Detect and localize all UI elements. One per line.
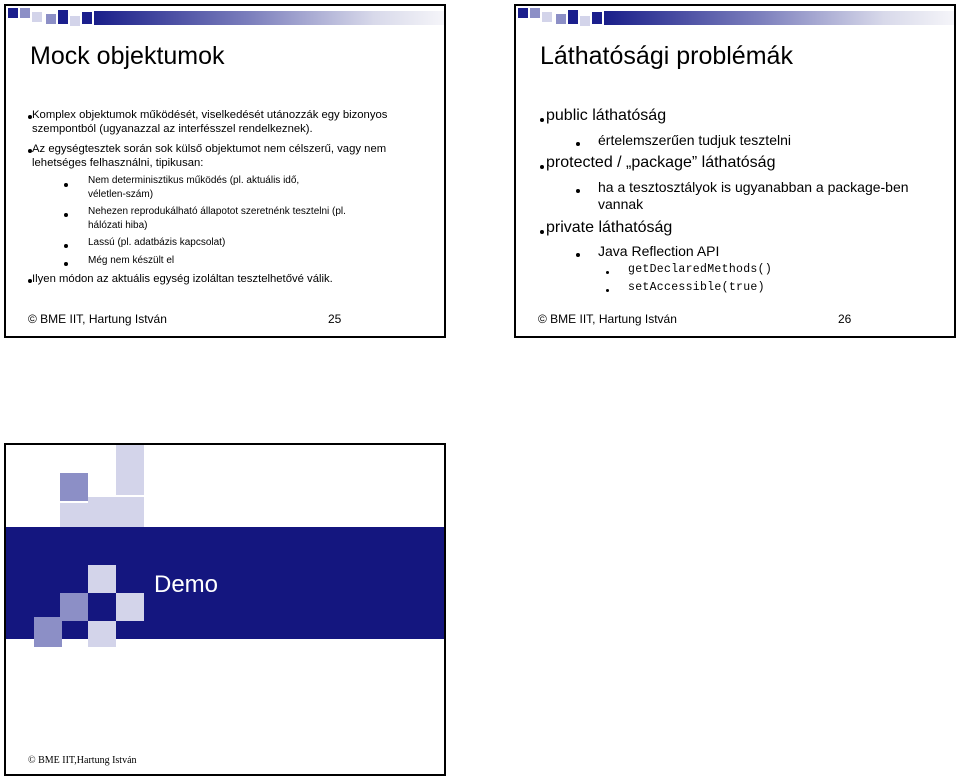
slide-title: Demo <box>154 571 219 598</box>
page-number: 26 <box>838 312 852 326</box>
deco-square <box>60 503 88 527</box>
bullet-dot <box>540 230 544 234</box>
sub-bullet-dot <box>576 189 580 193</box>
deco-square <box>116 445 144 495</box>
slide-lathatosagi-problemak <box>514 4 956 338</box>
sub-bullet-text: Lassú (pl. adatbázis kapcsolat) <box>88 237 226 248</box>
decorative-header-band <box>6 6 444 28</box>
sub-bullet-dot <box>576 142 580 146</box>
deco-square <box>88 497 116 527</box>
sub-bullet-dot <box>576 253 580 257</box>
deco-square <box>116 593 144 621</box>
bullet-text: Komplex objektumok működését, viselkedését utánozzák egy bizonyos szempontból (ugyanazzal az interfésszel rendelkeznek). <box>32 109 388 135</box>
slide-mock-objektumok <box>4 4 446 338</box>
sub-bullet-text: Nehezen reprodukálható állapotot szeretnénk tesztelni (pl. hálózati hiba) <box>88 206 346 231</box>
slide-title: Mock objektumok <box>30 42 225 70</box>
deco-square <box>530 8 540 18</box>
gradient-bar <box>94 11 444 25</box>
sub-bullet-text: Nem determinisztikus működés (pl. aktuális idő, véletlen-szám) <box>88 175 300 200</box>
bullet-dot <box>540 118 544 122</box>
slide-footer <box>28 312 422 328</box>
deco-square <box>60 593 88 621</box>
deco-square <box>82 12 92 24</box>
gradient-bar <box>604 11 954 25</box>
demo-title-band <box>6 527 444 639</box>
sub-bullet-dot <box>64 213 68 217</box>
deco-square <box>88 621 116 647</box>
decorative-header-band <box>516 6 954 28</box>
bullet-text: Ilyen módon az aktuális egység izoláltan tesztelhetővé válik. <box>32 273 333 285</box>
deco-square <box>580 16 590 26</box>
deco-square <box>46 14 56 24</box>
sub-bullet-dot <box>64 244 68 248</box>
slide-title: Láthatósági problémák <box>540 42 793 70</box>
deco-square <box>8 8 18 18</box>
sub-bullet-dot <box>64 262 68 266</box>
bullet-text: protected / „package” láthatóság <box>546 154 776 171</box>
bullet-text: Az egységtesztek során sok külső objektumot nem célszerű, vagy nem lehetséges felhasználni, tipikusan: <box>32 143 387 169</box>
deco-square <box>88 565 116 593</box>
code-item: getDeclaredMethods() <box>628 263 773 276</box>
sub-bullet-text: ha a tesztosztályok is ugyanabban a package-ben vannak <box>598 179 909 212</box>
footer-copyright: © BME IIT,Hartung István <box>28 755 137 766</box>
deco-square <box>70 16 80 26</box>
slide-demo <box>4 443 446 776</box>
sub-bullet-text: Java Reflection API <box>598 243 720 259</box>
slide-footer <box>538 312 932 328</box>
bullet-dot <box>540 165 544 169</box>
footer-copyright: © BME IIT, Hartung István <box>538 312 677 326</box>
footer-copyright: © BME IIT, Hartung István <box>28 312 167 326</box>
deco-square <box>568 10 578 24</box>
code-item: setAccessible(true) <box>628 281 765 294</box>
deco-square <box>116 497 144 527</box>
deco-square <box>32 12 42 22</box>
sub-sub-bullet-dot <box>606 271 609 274</box>
sub-bullet-text: értelemszerűen tudjuk tesztelni <box>598 132 791 148</box>
sub-bullet-dot <box>64 183 68 187</box>
deco-square <box>60 473 88 501</box>
deco-square <box>556 14 566 24</box>
deco-square <box>20 8 30 18</box>
deco-square <box>542 12 552 22</box>
deco-square <box>518 8 528 18</box>
bullet-text: private láthatóság <box>546 219 673 236</box>
deco-square <box>58 10 68 24</box>
sub-sub-bullet-dot <box>606 289 609 292</box>
deco-square <box>592 12 602 24</box>
sub-bullet-text: Még nem készült el <box>88 255 175 266</box>
bullet-text: public láthatóság <box>546 107 667 124</box>
page-number: 25 <box>328 312 342 326</box>
deco-square <box>34 617 62 647</box>
